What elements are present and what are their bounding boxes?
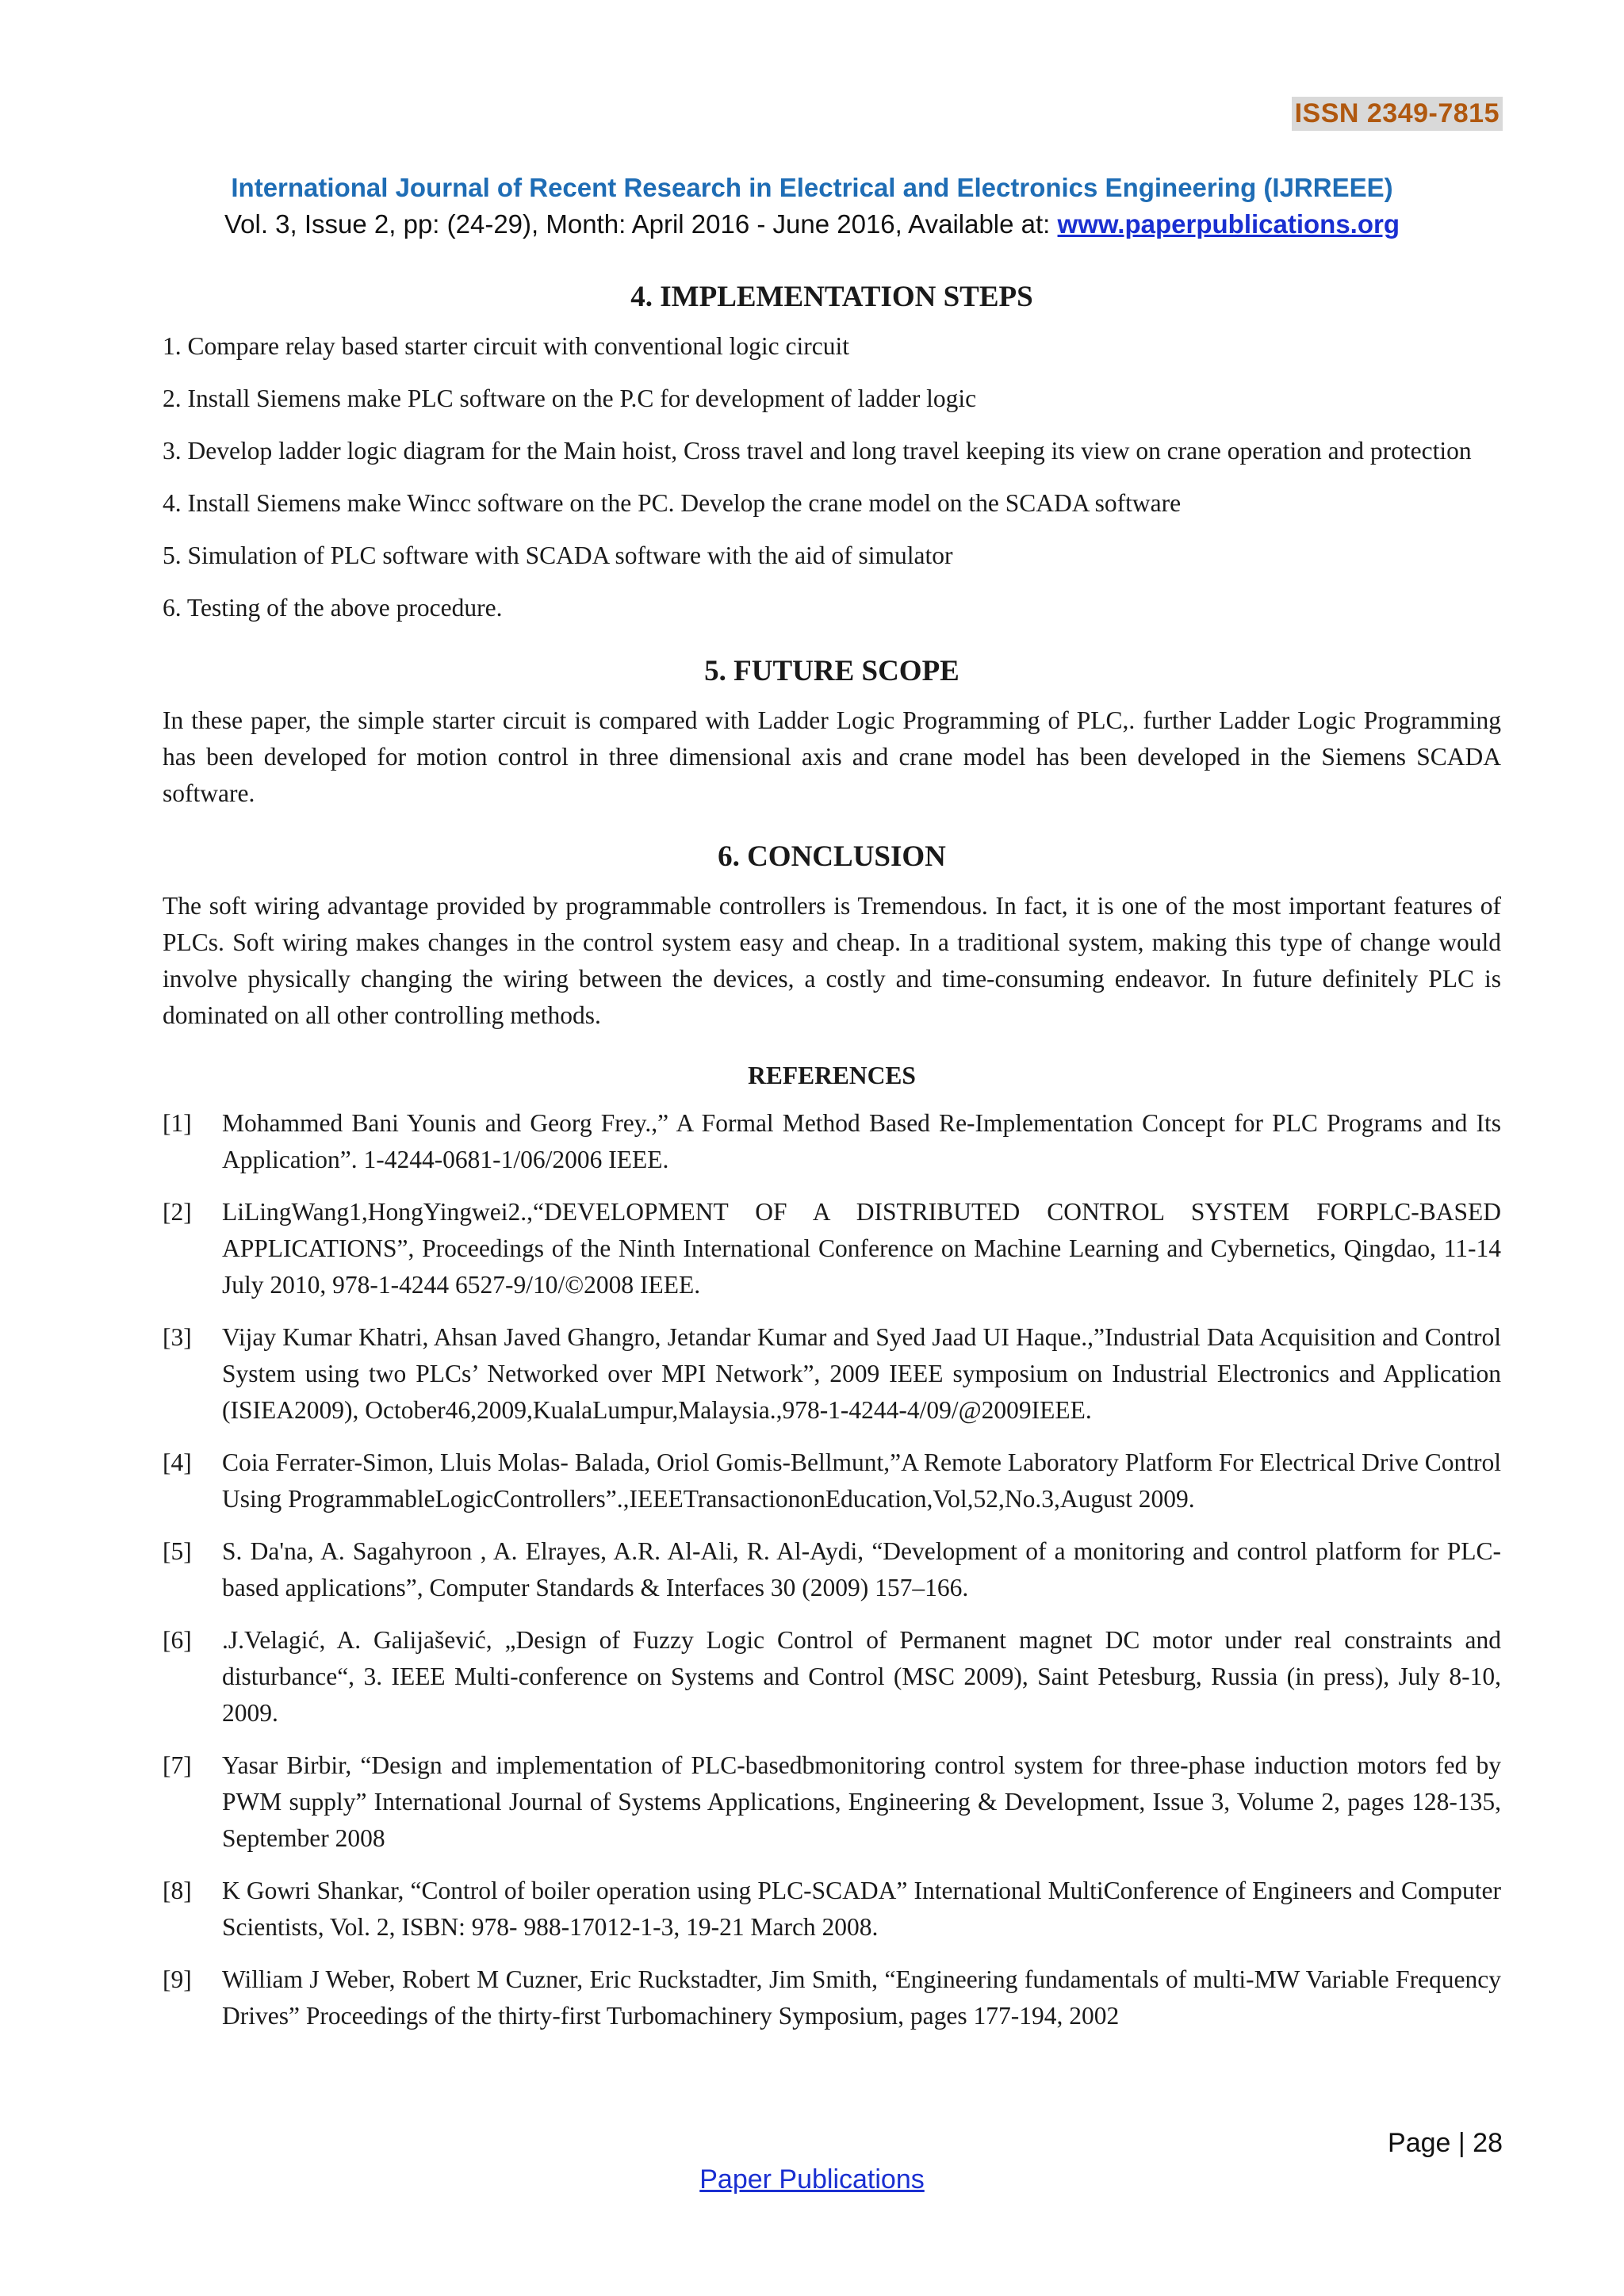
reference-item [163, 1533, 1501, 1606]
section-heading-future-scope: 5. FUTURE SCOPE [704, 655, 959, 687]
reference-number: [3] [163, 1323, 192, 1351]
reference-text: K Gowri Shankar, “Control of boiler operation using PLC-SCADA” International MultiConference of Engineers and Computer Scientists, Vol. 2, ISBN: 978- 988-17012-1-3, 19-21 March 2008. [222, 1877, 1501, 1941]
section-heading-implementation: 4. IMPLEMENTATION STEPS [630, 281, 1033, 313]
reference-text: Coia Ferrater-Simon, Lluis Molas- Balada, Oriol Gomis-Bellmunt,”A Remote Laboratory Platform For Electrical Drive Control Using ProgrammableLogicControllers”.,IEEETransactiononEducation,Vol,52,No.3,August 2009. [222, 1448, 1501, 1513]
reference-item [163, 1873, 1501, 1946]
journal-title: International Journal of Recent Research in Electrical and Electronics Engineering (IJRREEE) [231, 173, 1393, 202]
journal-website-link[interactable]: www.paperpublications.org [1057, 209, 1400, 239]
journal-info [0, 209, 1624, 239]
reference-number: [5] [163, 1537, 192, 1565]
reference-item [163, 1961, 1501, 2034]
reference-text: LiLingWang1,HongYingwei2.,“DEVELOPMENT OF A DISTRIBUTED CONTROL SYSTEM FORPLC-BASED APPLICATIONS”, Proceedings of the Ninth International Conference on Machine Learning and Cybernetics, Qingdao, 11-14 July 2010, 978-1-4244 6527-9/10/©2008 IEEE. [222, 1198, 1501, 1299]
reference-text: .J.Velagić, A. Galijašević, „Design of Fuzzy Logic Control of Permanent magnet DC motor under real constraints and disturbance“, 3. IEEE Multi-conference on Systems and Control (MSC 2009), Saint Petesburg, Russia (in press), July 8-10, 2009. [222, 1626, 1501, 1727]
reference-item [163, 1194, 1501, 1303]
reference-item [163, 1747, 1501, 1857]
conclusion-paragraph: The soft wiring advantage provided by programmable controllers is Tremendous. In fact, it is one of the most important features of PLCs. Soft wiring makes changes in the control system easy and cheap. In a traditional system, making this type of change would involve physically changing the wiring between the devices, a costly and time-consuming endeavor. In future definitely PLC is dominated on all other controlling methods. [163, 892, 1501, 1029]
reference-text: S. Da'na, A. Sagahyroon , A. Elrayes, A.R. Al-Ali, R. Al-Aydi, “Development of a monitoring and control platform for PLC-based applications”, Computer Standards & Interfaces 30 (2009) 157–166. [222, 1537, 1501, 1601]
reference-number: [4] [163, 1448, 192, 1476]
page-content [163, 277, 1501, 2050]
reference-text: Yasar Birbir, “Design and implementation of PLC-basedbmonitoring control system for three-phase induction motors fed by PWM supply” International Journal of Systems Applications, Engineering & Development, Issue 3, Volume 2, pages 128-135, September 2008 [222, 1751, 1501, 1852]
publisher-footer-link[interactable]: Paper Publications [699, 2164, 925, 2195]
references-list [163, 1105, 1501, 2034]
step-item: 1. Compare relay based starter circuit with conventional logic circuit [163, 332, 849, 360]
reference-text: William J Weber, Robert M Cuzner, Eric Ruckstadter, Jim Smith, “Engineering fundamentals of multi-MW Variable Frequency Drives” Proceedings of the thirty-first Turbomachinery Symposium, pages 177-194, 2002 [222, 1965, 1501, 2030]
implementation-steps [163, 328, 1501, 626]
step-item: 2. Install Siemens make PLC software on the P.C for development of ladder logic [163, 385, 977, 412]
section-heading-conclusion: 6. CONCLUSION [718, 840, 946, 873]
step-item: 6. Testing of the above procedure. [163, 594, 503, 622]
future-scope-paragraph: In these paper, the simple starter circuit is compared with Ladder Logic Programming of PLC,. further Ladder Logic Programming has been developed for motion control in three dimensional axis and crane model has been developed in the Siemens SCADA software. [163, 706, 1501, 807]
reference-number: [2] [163, 1198, 192, 1226]
reference-item [163, 1105, 1501, 1178]
step-item: 4. Install Siemens make Wincc software on the PC. Develop the crane model on the SCADA software [163, 489, 1182, 517]
reference-text: Vijay Kumar Khatri, Ahsan Javed Ghangro, Jetandar Kumar and Syed Jaad UI Haque.,”Industrial Data Acquisition and Control System using two PLCs’ Networked over MPI Network”, 2009 IEEE symposium on Industrial Electronics and Application (ISIEA2009), October46,2009,KualaLumpur,Malaysia.,978-1-4244-4/09/@2009IEEE. [222, 1323, 1501, 1424]
reference-number: [9] [163, 1965, 192, 1993]
reference-number: [1] [163, 1109, 192, 1137]
reference-text: Mohammed Bani Younis and Georg Frey.,” A Formal Method Based Re-Implementation Concept for PLC Programs and Its Application”. 1-4244-0681-1/06/2006 IEEE. [222, 1109, 1501, 1173]
reference-item [163, 1319, 1501, 1429]
step-item: 3. Develop ladder logic diagram for the Main hoist, Cross travel and long travel keeping its view on crane operation and protection [163, 437, 1472, 465]
reference-item [163, 1445, 1501, 1517]
reference-number: [8] [163, 1877, 192, 1904]
references-heading: REFERENCES [748, 1062, 916, 1089]
page-number: Page | 28 [1388, 2128, 1503, 2158]
step-item: 5. Simulation of PLC software with SCADA software with the aid of simulator [163, 541, 953, 569]
reference-number: [7] [163, 1751, 192, 1779]
issn-badge: ISSN 2349-7815 [1292, 97, 1503, 131]
reference-item [163, 1622, 1501, 1732]
journal-info-text: Vol. 3, Issue 2, pp: (24-29), Month: April 2016 - June 2016, Available at: [224, 209, 1058, 239]
reference-number: [6] [163, 1626, 192, 1654]
